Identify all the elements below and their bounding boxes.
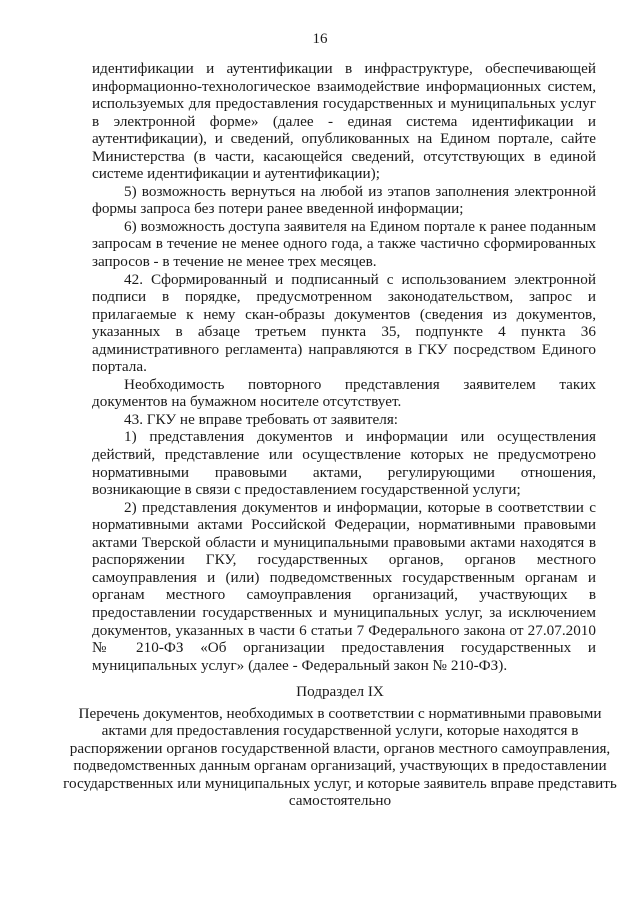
- subsection-title: Подраздел IX: [296, 683, 384, 700]
- subsection-heading: [60, 683, 620, 810]
- paragraph-continuation: идентификации и аутентификации в инфраструктуре, обеспечивающей информационно-технологическое взаимодействие информационных систем, используемых для предоставления государственных и муниципальных услуг в электронной форме» (далее - единая система идентификации и аутентификации), и сведений, опубликованных на Едином портале, сайте Министерства (в части, касающейся сведений, отсутствующих в единой системе идентификации и аутентификации);: [92, 60, 596, 183]
- paragraph-no-paper-needed: Необходимость повторного представления заявителем таких документов на бумажном носителе отсутствует.: [92, 375, 596, 411]
- page-number: 16: [312, 31, 328, 47]
- paragraph-43: 43. ГКУ не вправе требовать от заявителя:: [124, 410, 399, 428]
- document-body: [92, 60, 596, 674]
- paragraph-43-item-2: 2) представления документов и информации, которые в соответствии с нормативными актами Российской Федерации, нормативными правовыми актами Тверской области и муниципальными правовыми актами находятся в распоряжении ГКУ, государственных органов, органов местного самоуправления и (или) подведомственных государственным органам и органам местного самоуправления организаций, участвующих в предоставлении государственных и муниципальных услуг, за исключением документов, указанных в части 6 статьи 7 Федерального закона от 27.07.2010 № 210-ФЗ «Об организации предоставления государственных и муниципальных услуг» (далее - Федеральный закон № 210-ФЗ).: [92, 498, 596, 674]
- subsection-description: Перечень документов, необходимых в соответствии с нормативными правовыми актами для предоставления государственной услуги, которые находятся в распоряжении органов государственной власти, органов местного самоуправления, подведомственных данным органам организаций, участвующих в предоставлении государственных или муниципальных услуг, и которые заявитель вправе представить самостоятельно: [63, 704, 617, 810]
- paragraph-43-item-1: 1) представления документов и информации или осуществления действий, представление или осуществление которых не предусмотрено нормативными правовыми актами, регулирующими отношения, возникающие в связи с предоставлением государственной услуги;: [92, 428, 596, 499]
- paragraph-42: 42. Сформированный и подписанный с использованием электронной подписи в порядке, предусмотренном законодательством, запрос и прилагаемые к нему скан-образы документов (сведения из документов, указанных в абзаце третьем пункта 35, подпункте 4 пункта 36 административного регламента) направляются в ГКУ посредством Единого портала.: [92, 270, 596, 376]
- paragraph-item-6: 6) возможность доступа заявителя на Едином портале к ранее поданным запросам в течение не менее одного года, а также частично сформированных запросов - в течение не менее трех месяцев.: [92, 217, 596, 271]
- paragraph-item-5: 5) возможность вернуться на любой из этапов заполнения электронной формы запроса без потери ранее введенной информации;: [92, 182, 596, 218]
